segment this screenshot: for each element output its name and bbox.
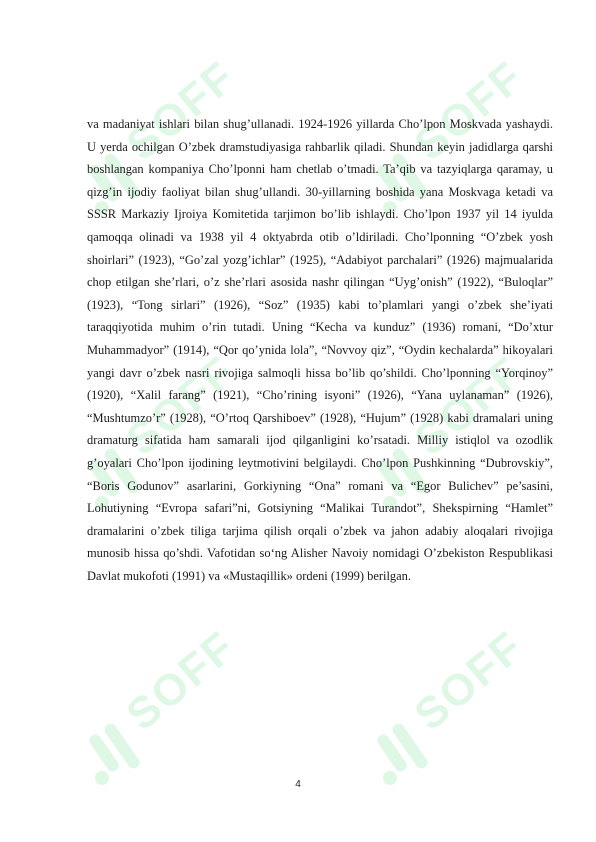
page-number: 4 <box>295 779 301 790</box>
watermark-logo-icon <box>80 620 230 790</box>
watermark-logo-icon <box>368 620 518 790</box>
body-paragraph: va madaniyat ishlari bilan shug’ullanadi. 1924-1926 yillarda Cho’lpon Moskvada yashaydi. U yerda ochilgan O’zbek dramstudiyasiga rahbarlik qiladi. Shundan keyin jadidlarga qarshi boshlangan kompaniya Cho’lponni ham chetlab o’tmadi. Ta’qib va tazyiqlarga qaramay, u qizg’in ijodiy faoliyat bilan shug’ullandi. 30-yillarning boshida yana Moskvaga ketadi va SSSR Markaziy Ijroiya Komitetida tarjimon bo’lib ishlaydi. Cho’lpon 1937 yil 14 iyulda qamoqqa olinadi va 1938 yil 4 oktyabrda otib o’ldiriladi. Cho’lponning “O’zbek yosh shoirlari” (1923), “Go’zal yozg’ichlar” (1925), “Adabiyot parchalari” (1926) majmualarida chop etilgan she’rlari, o’z she’rlari asosida nashr qilingan “Uyg’onish” (1922), “Buloqlar” (1923), “Tong sirlari” (1926), “Soz” (1935) kabi to’plamlari yangi o’zbek she’iyati taraqqiyotida muhim o’rin tutadi. Uning “Kecha va kunduz” (1936) romani, “Do’xtur Muhammadyor” (1914), “Qor qo’ynida lola”, “Novvoy qiz”, “Oydin kechalarda” hikoyalari yangi davr o’zbek nasri rivojiga salmoqli hissa bo’lib qo’shildi. Cho’lponning “Yorqinoy” (1920), “Xalil farang” (1921), “Cho’rining isyoni” (1926), “Yana uylanaman” (1926), “Mushtumzo’r” (1928), “O’rtoq Qarshiboev” (1928), “Hujum” (1928) kabi dramalari uning dramaturg sifatida ham samarali ijod qilganligini ko’rsatadi. Milliy istiqlol va ozodlik g’oyalari Cho’lpon ijodining leytmotivini belgilaydi. Cho’lpon Pushkinning “Dubrovskiy”, “Boris Godunov” asarlarini, Gorkiyning “Ona” romani va “Egor Bulichev” pe’sasini, Lohutiyning “Evropa safari”ni, Gotsiyning “Malikai Turandot”, Shekspirning “Hamlet” dramalarini o’zbek tiliga tarjima qilish orqali o’zbek va jahon adabiy aloqalari rivojiga munosib hissa qo’shdi. Vafotidan so‘ng Alisher Navoiy nomidagi O’zbekiston Respublikasi Davlat mukofoti (1991) va «Mustaqillik» ordeni (1999) berilgan. <box>87 117 553 583</box>
